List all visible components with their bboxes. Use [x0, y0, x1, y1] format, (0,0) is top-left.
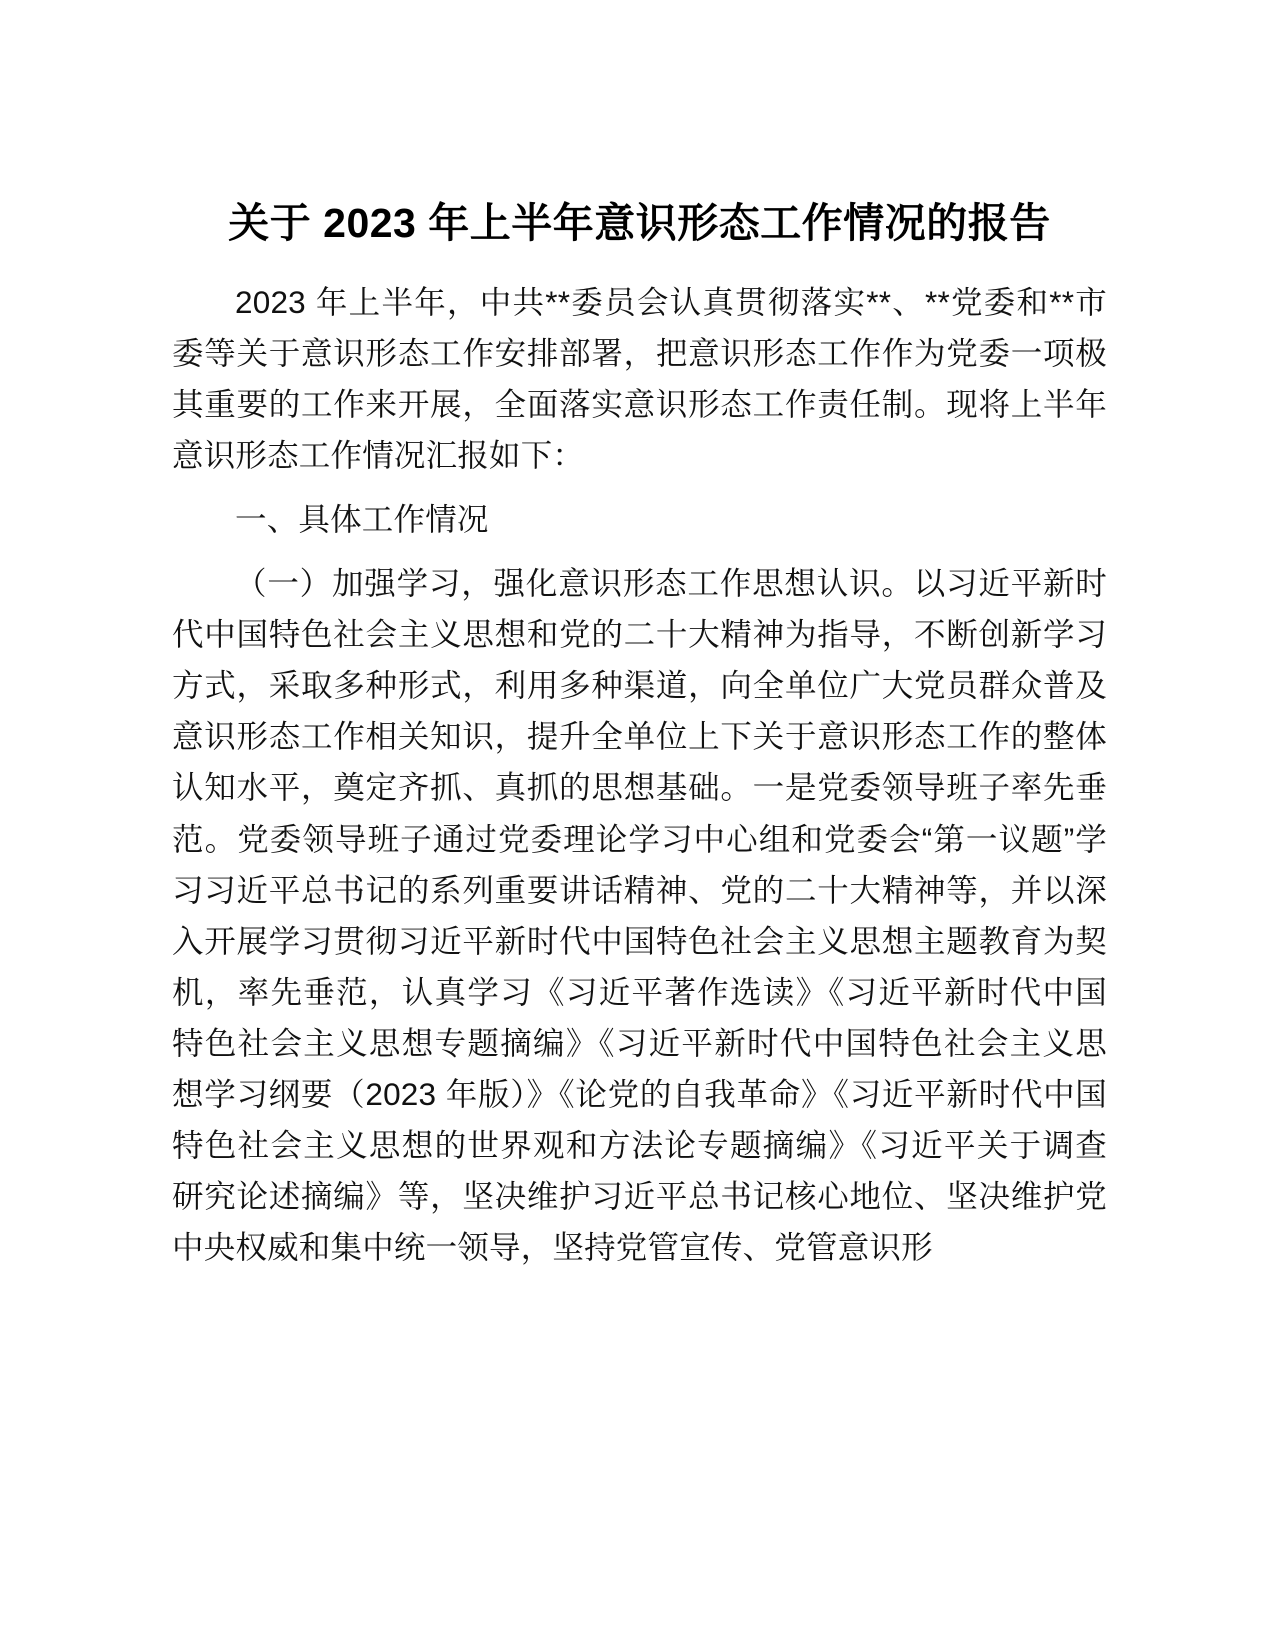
section-heading-1: 一、具体工作情况: [235, 501, 489, 538]
page-title: 关于 2023 年上半年意识形态工作情况的报告: [228, 200, 1051, 246]
paragraph-intro: 2023 年上半年，中共**委员会认真贯彻落实**、**党委和**市委等关于意识形态工作安排部署，把意识形态工作作为党委一项极其重要的工作来开展，全面落实意识形态工作责任制。现将上半年意识形态工作情况汇报如下：: [172, 284, 1107, 474]
paragraph-item-1-1: （一）加强学习，强化意识形态工作思想认识。以习近平新时代中国特色社会主义思想和党的二十大精神为指导，不断创新学习方式，采取多种形式，利用多种渠道，向全单位广大党员群众普及意识形态工作相关知识，提升全单位上下关于意识形态工作的整体认知水平，奠定齐抓、真抓的思想基础。一是党委领导班子率先垂范。党委领导班子通过党委理论学习中心组和党委会“第一议题”学习习近平总书记的系列重要讲话精神、党的二十大精神等，并以深入开展学习贯彻习近平新时代中国特色社会主义思想主题教育为契机，率先垂范，认真学习《习近平著作选读》《习近平新时代中国特色社会主义思想专题摘编》《习近平新时代中国特色社会主义思想学习纲要（2023 年版）》《论党的自我革命》《习近平新时代中国特色社会主义思想的世界观和方法论专题摘编》《习近平关于调查研究论述摘编》等，坚决维护习近平总书记核心地位、坚决维护党中央权威和集中统一领导，坚持党管宣传、党管意识形: [172, 565, 1107, 1265]
